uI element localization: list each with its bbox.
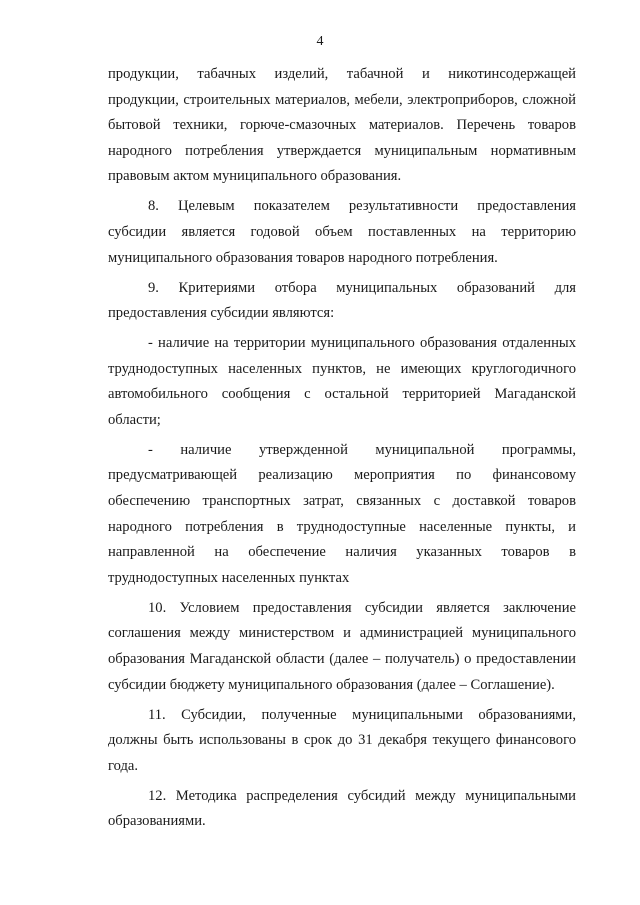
paragraph-item-10: 10. Условием предоставления субсидии является заключение соглашения между министерством и администрацией муниципального образования Магаданской области (далее – получатель) о предоставлении субсидии бюджету муниципального образования (далее – Соглашение). [108, 599, 576, 693]
paragraph-continuation: продукции, табачных изделий, табачной и никотинсодержащей продукции, строительных материалов, мебели, электроприборов, сложной бытовой техники, горюче-смазочных материалов. Перечень товаров народного потребления утверждается муниципальным нормативным правовым актом муниципального образования. [108, 66, 576, 185]
paragraph-item-11: 11. Субсидии, полученные муниципальными образованиями, должны быть использованы в срок до 31 декабря текущего финансового года. [108, 706, 576, 774]
paragraph-criterion-2: - наличие утвержденной муниципальной программы, предусматривающей реализацию мероприятия по финансовому обеспечению транспортных затрат, связанных с доставкой товаров народного потребления в труднодоступные населенные пункты, и направленной на обеспечение наличия указанных товаров в труднодоступных населенных пунктах [108, 441, 576, 586]
document-body [108, 62, 576, 839]
paragraph-item-8: 8. Целевым показателем результативности предоставления субсидии является годовой объем поставленных на территорию муниципального образования товаров народного потребления. [108, 198, 576, 266]
paragraph-item-12: 12. Методика распределения субсидий между муниципальными образованиями. [108, 787, 576, 830]
page-number: 4 [316, 34, 324, 49]
paragraph-criterion-1: - наличие на территории муниципального образования отдаленных труднодоступных населенных пунктов, не имеющих круглогодичного автомобильного сообщения с остальной территорией Магаданской области; [108, 335, 576, 428]
paragraph-item-9: 9. Критериями отбора муниципальных образований для предоставления субсидии являются: [108, 279, 576, 322]
